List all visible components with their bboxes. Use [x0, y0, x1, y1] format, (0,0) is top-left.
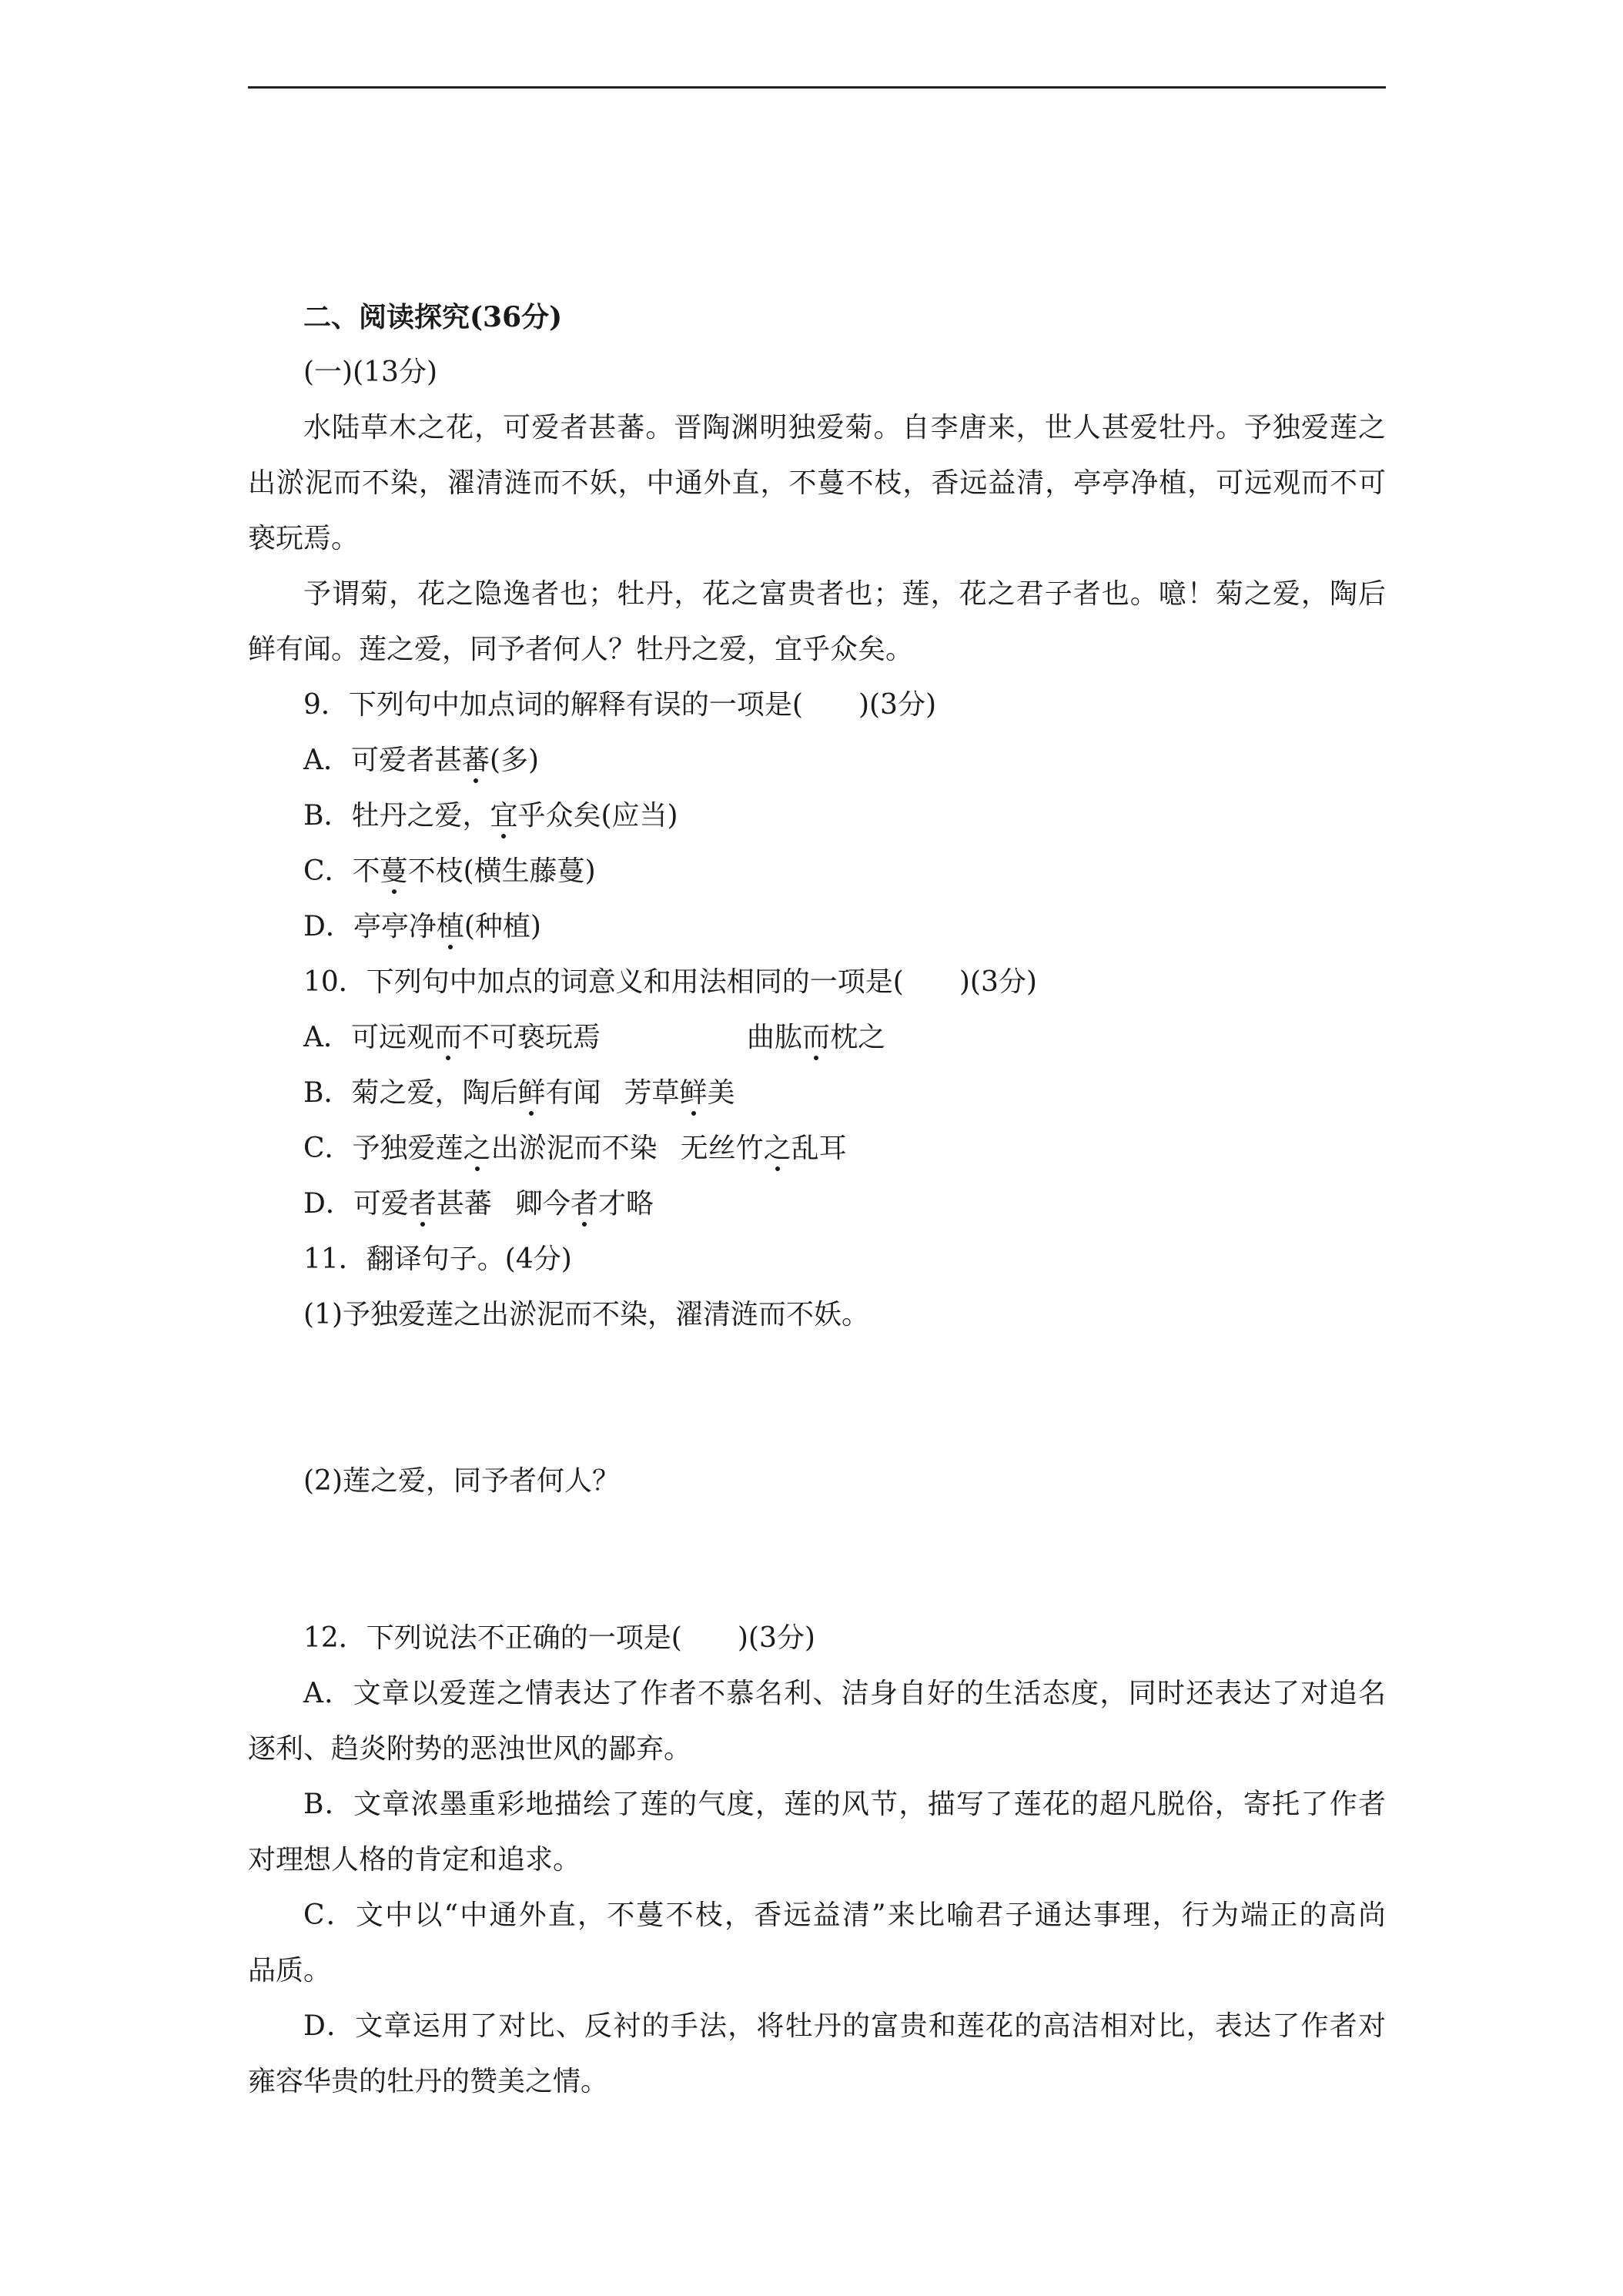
q10-option-d: D．可爱者甚蕃 卿今者才略	[303, 1188, 654, 1220]
header-rule	[248, 86, 1386, 89]
q12-option-a-cont: 逐利、趋炎附势的恶浊世风的鄙弃。	[248, 1733, 692, 1765]
q12-option-c-cont: 品质。	[248, 1955, 332, 1986]
q12-option-b: B．文章浓墨重彩地描绘了莲的气度，莲的风节，描写了莲花的超凡脱俗，寄托了作者	[303, 1789, 1386, 1820]
q10-option-b: B．菊之爱，陶后鲜有闻 芳草鲜美	[303, 1077, 735, 1109]
question-10-stem: 10．下列句中加点的词意义和用法相同的一项是( )(3分)	[303, 966, 1037, 998]
q12-option-c: C．文中以“中通外直，不蔓不枝，香远益清”来比喻君子通达事理，行为端正的高尚	[303, 1899, 1386, 1931]
q9-option-c: C．不蔓不枝(横生藤蔓)	[303, 855, 596, 887]
section-title: 二、阅读探究(36分)	[303, 301, 563, 333]
question-11-stem: 11．翻译句子。(4分)	[303, 1243, 572, 1275]
passage-line: 水陆草木之花，可爱者甚蕃。晋陶渊明独爱菊。自李唐来，世人甚爱牡丹。予独爱莲之	[303, 412, 1386, 443]
passage-line: 亵玩焉。	[248, 523, 360, 554]
q10-option-a: A．可远观而不可亵玩焉 曲肱而枕之	[303, 1022, 886, 1053]
q12-option-a: A．文章以爱莲之情表达了作者不慕名利、洁身自好的生活态度，同时还表达了对追名	[303, 1678, 1386, 1709]
passage-label: (一)(13分)	[303, 356, 437, 388]
q11-sentence-1: (1)予独爱莲之出淤泥而不染，濯清涟而不妖。	[303, 1299, 869, 1330]
question-9-stem: 9．下列句中加点词的解释有误的一项是( )(3分)	[303, 689, 936, 721]
q12-option-d: D．文章运用了对比、反衬的手法，将牡丹的富贵和莲花的高洁相对比，表达了作者对	[303, 2010, 1386, 2042]
q11-sentence-2: (2)莲之爱，同予者何人？	[303, 1465, 620, 1497]
q9-option-a: A．可爱者甚蕃(多)	[303, 745, 540, 776]
q9-option-d: D．亭亭净植(种植)	[303, 911, 541, 942]
q10-option-c: C．予独爱莲之出淤泥而不染 无丝竹之乱耳	[303, 1133, 847, 1164]
q9-option-b: B．牡丹之爱，宜乎众矣(应当)	[303, 800, 678, 832]
q12-option-b-cont: 对理想人格的肯定和追求。	[248, 1844, 581, 1876]
passage-line: 鲜有闻。莲之爱，同予者何人？牡丹之爱，宜乎众矣。	[248, 634, 914, 665]
passage-line: 出淤泥而不染，濯清涟而不妖，中通外直，不蔓不枝，香远益清，亭亭净植，可远观而不可	[248, 467, 1386, 499]
question-12-stem: 12．下列说法不正确的一项是( )(3分)	[303, 1622, 815, 1654]
q12-option-d-cont: 雍容华贵的牡丹的赞美之情。	[248, 2066, 609, 2097]
passage-line: 予谓菊，花之隐逸者也；牡丹，花之富贵者也；莲，花之君子者也。噫！菊之爱，陶后	[303, 578, 1386, 610]
